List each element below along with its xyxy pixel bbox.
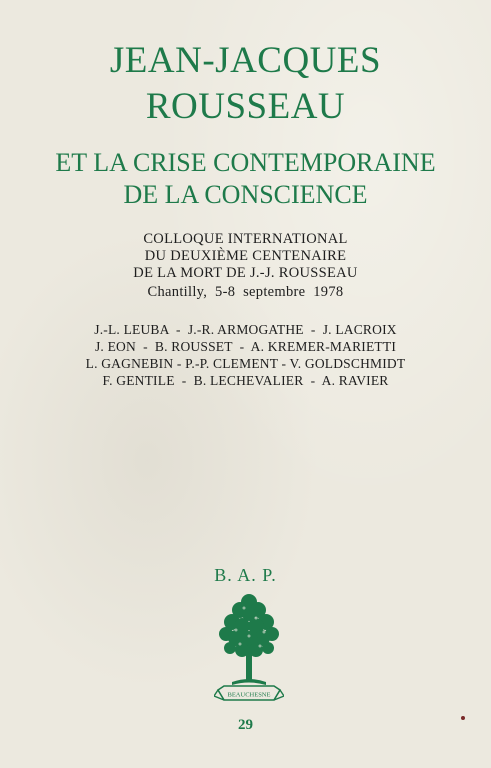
author-line: F. GENTILE - B. LECHEVALIER - A. RAVIER xyxy=(102,373,389,388)
publisher-mark: B. A. P. xyxy=(214,565,277,585)
colloque-line-1: COLLOQUE INTERNATIONAL xyxy=(143,231,348,247)
author-list xyxy=(0,321,491,389)
title-line-2: ROUSSEAU xyxy=(145,86,346,127)
subtitle-line-1: ET LA CRISE CONTEMPORAINE xyxy=(55,148,436,177)
colloque-line-2: DU DEUXIÈME CENTENAIRE xyxy=(144,248,347,264)
tree-emblem-icon xyxy=(214,590,284,708)
series-number: 29 xyxy=(238,717,253,733)
subtitle-line-2: DE LA CONSCIENCE xyxy=(123,180,368,209)
emblem-banner-text: BEAUCHESNE xyxy=(227,691,271,699)
colloque-line-3: DE LA MORT DE J.-J. ROUSSEAU xyxy=(133,265,358,281)
colloque-date: Chantilly, 5-8 septembre 1978 xyxy=(147,284,344,300)
author-line: J.-L. LEUBA - J.-R. ARMOGATHE - J. LACROIX xyxy=(94,322,397,337)
colloque-info xyxy=(0,231,491,301)
author-line: L. GAGNEBIN - P.-P. CLEMENT - V. GOLDSCHMIDT xyxy=(85,356,406,371)
title-line-1: JEAN-JACQUES xyxy=(109,40,382,81)
paper-speck xyxy=(461,716,465,720)
author-line: J. EON - B. ROUSSET - A. KREMER-MARIETTI xyxy=(94,339,397,354)
